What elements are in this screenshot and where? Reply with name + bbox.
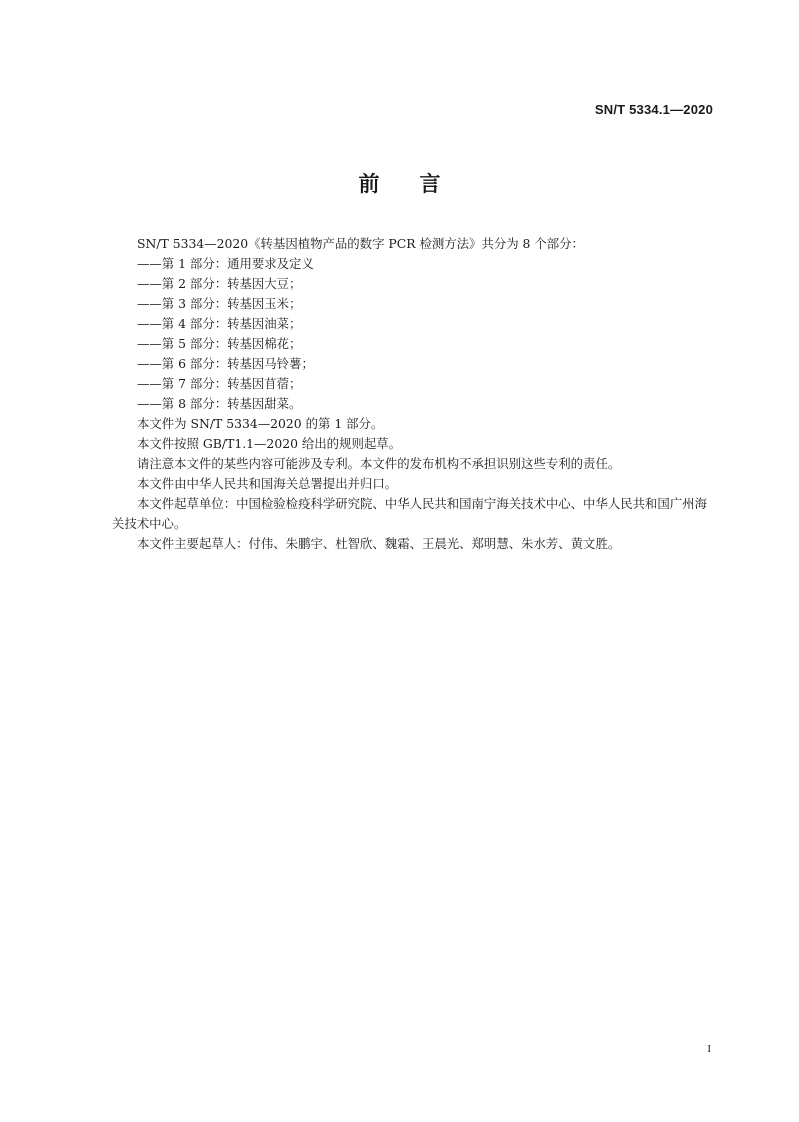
main-drafters: 本文件主要起草人：付伟、朱鹏宇、杜智欣、魏霜、王晨光、郑明慧、朱水芳、黄文胜。	[137, 536, 621, 551]
standard-code: SN/T 5334.1—2020	[594, 102, 713, 117]
part-list-item-4: ——第 4 部分：转基因油菜；	[137, 316, 302, 331]
intro-paragraph: SN/T 5334—2020《转基因植物产品的数字 PCR 检测方法》共分为 8 个部分：	[137, 236, 584, 251]
part-list-item-2: ——第 2 部分：转基因大豆；	[137, 276, 302, 291]
proposing-authority: 本文件由中华人民共和国海关总署提出并归口。	[137, 476, 398, 491]
drafting-rules-statement: 本文件按照 GB/T1.1—2020 给出的规则起草。	[137, 436, 402, 451]
part-list-item-7: ——第 7 部分：转基因苜蓿；	[137, 376, 302, 391]
foreword-body	[112, 234, 716, 554]
part-list-item-6: ——第 6 部分：转基因马铃薯；	[137, 356, 314, 371]
patent-notice: 请注意本文件的某些内容可能涉及专利。本文件的发布机构不承担识别这些专利的责任。	[137, 456, 621, 471]
part-list-item-1: ——第 1 部分：通用要求及定义	[137, 256, 314, 271]
title-char-1: 前	[358, 172, 380, 196]
part-list-item-3: ——第 3 部分：转基因玉米；	[137, 296, 302, 311]
document-part-statement: 本文件为 SN/T 5334—2020 的第 1 部分。	[137, 416, 384, 431]
drafting-organizations: 本文件起草单位：中国检验检疫科学研究院、中华人民共和国南宁海关技术中心、中华人民共和国广州海关技术中心。	[112, 496, 707, 531]
title-char-2: 言	[419, 172, 441, 196]
page-number: I	[707, 1043, 711, 1055]
part-list-item-5: ——第 5 部分：转基因棉花；	[137, 336, 302, 351]
page-title	[0, 168, 799, 198]
part-list-item-8: ——第 8 部分：转基因甜菜。	[137, 396, 302, 411]
